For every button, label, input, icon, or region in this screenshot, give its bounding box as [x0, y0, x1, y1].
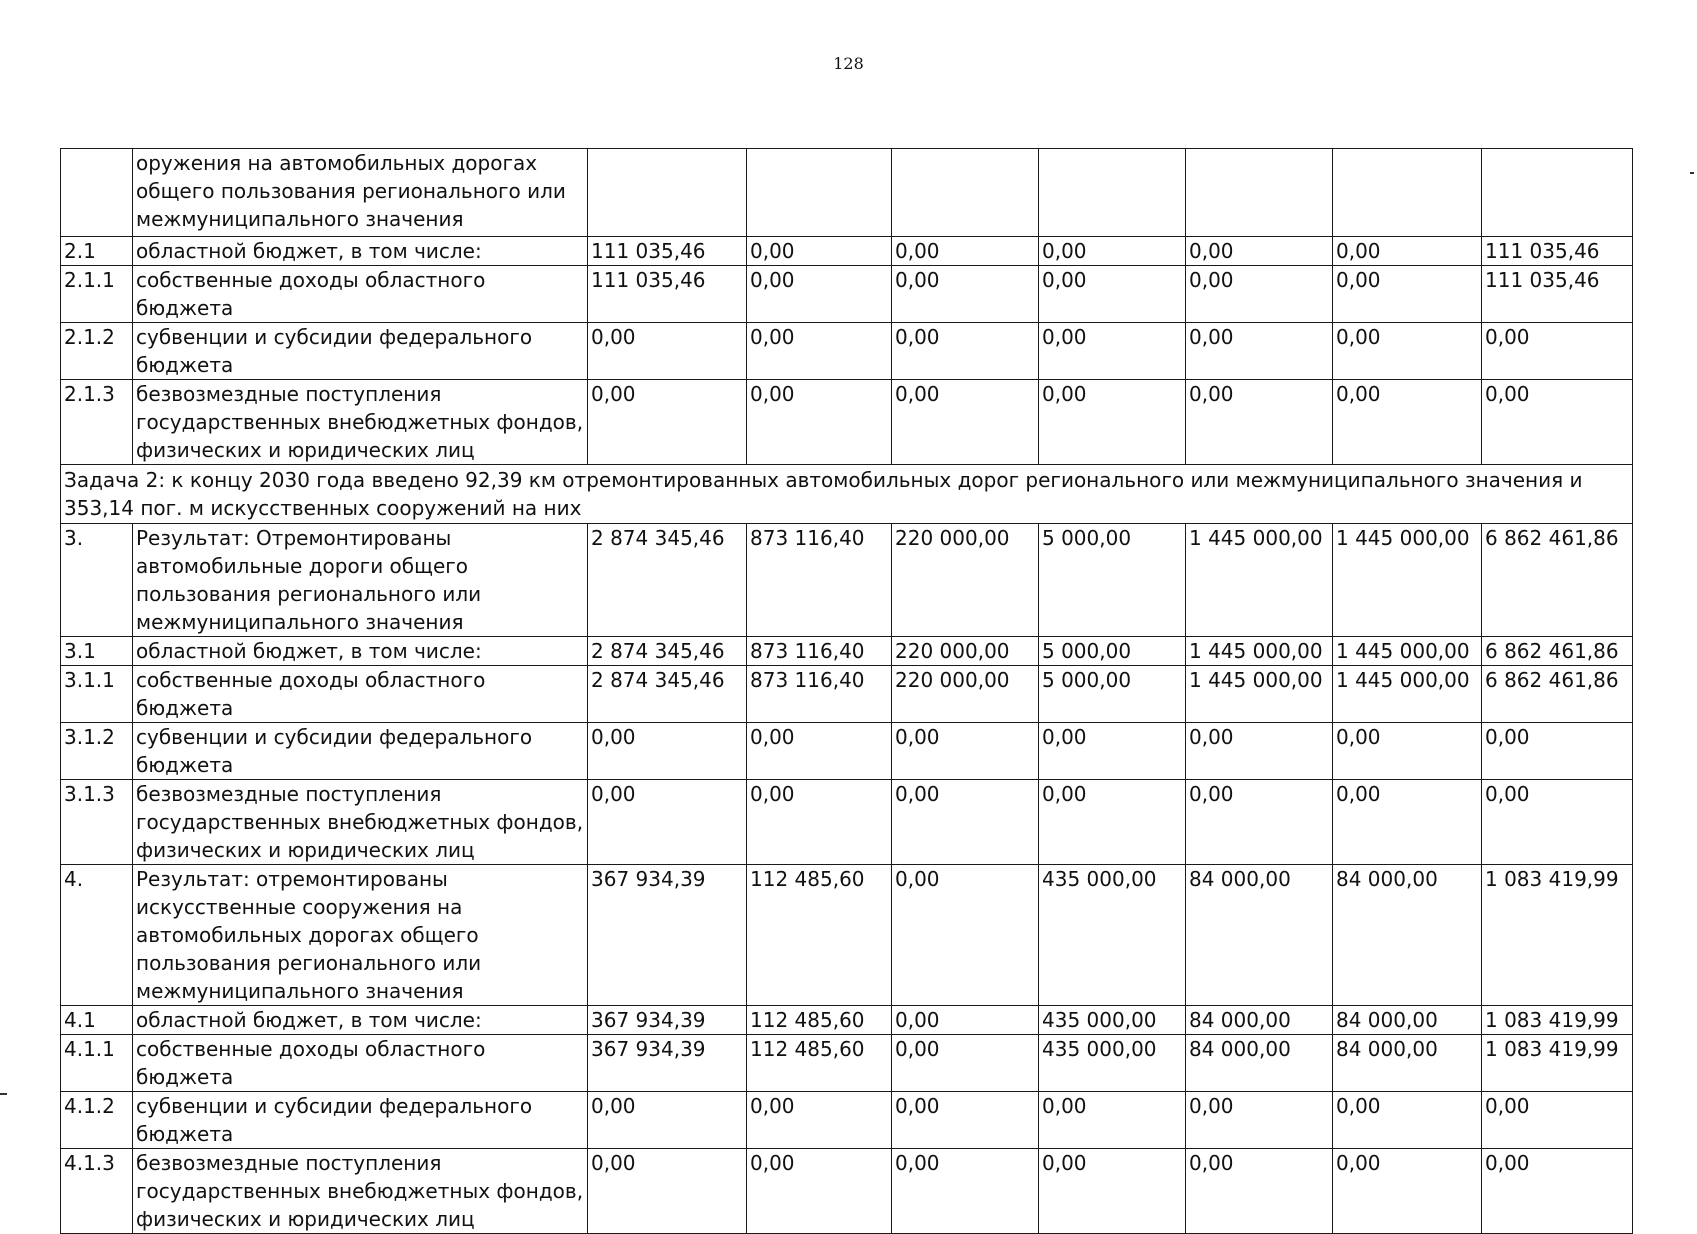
- amount-cell: [1186, 149, 1333, 237]
- amount-cell: 0,00: [1482, 723, 1633, 780]
- amount-cell: 873 116,40: [747, 637, 892, 666]
- amount-cell: 0,00: [1039, 1092, 1186, 1149]
- amount-cell: 0,00: [1333, 1092, 1482, 1149]
- row-name: Результат: Отремонтированы автомобильные дороги общего пользования регионального или межмуниципального значения: [133, 524, 588, 637]
- table-row: [61, 723, 1633, 780]
- row-code: 3.1.2: [61, 723, 133, 780]
- amount-cell: 2 874 345,46: [588, 666, 747, 723]
- table-row: [61, 266, 1633, 323]
- task-description: Задача 2: к концу 2030 года введено 92,39 км отремонтированных автомобильных дорог регионального или межмуниципального значения и 353,14 пог. м искусственных сооружений на них: [61, 465, 1633, 524]
- margin-mark-left: [0, 1093, 7, 1095]
- amount-cell: 0,00: [1039, 780, 1186, 865]
- amount-cell: 873 116,40: [747, 524, 892, 637]
- amount-cell: 0,00: [892, 1092, 1039, 1149]
- amount-cell: 0,00: [1039, 1149, 1186, 1234]
- row-name: безвозмездные поступления государственных внебюджетных фондов, физических и юридических лиц: [133, 1149, 588, 1234]
- amount-cell: 2 874 345,46: [588, 524, 747, 637]
- row-code: [61, 149, 133, 237]
- amount-cell: 0,00: [747, 237, 892, 266]
- amount-cell: 0,00: [892, 865, 1039, 1006]
- table-row: [61, 1035, 1633, 1092]
- amount-cell: 220 000,00: [892, 524, 1039, 637]
- amount-cell: 367 934,39: [588, 1006, 747, 1035]
- amount-cell: 0,00: [588, 780, 747, 865]
- margin-mark-right: [1690, 172, 1694, 174]
- amount-cell: 0,00: [588, 723, 747, 780]
- row-code: 3.1.3: [61, 780, 133, 865]
- amount-cell: [892, 149, 1039, 237]
- amount-cell: 873 116,40: [747, 666, 892, 723]
- amount-cell: [588, 149, 747, 237]
- row-code: 2.1: [61, 237, 133, 266]
- row-code: 4.: [61, 865, 133, 1006]
- amount-cell: 1 083 419,99: [1482, 865, 1633, 1006]
- amount-cell: 1 445 000,00: [1333, 524, 1482, 637]
- amount-cell: 0,00: [588, 1149, 747, 1234]
- amount-cell: 0,00: [1482, 323, 1633, 380]
- page-number: 128: [833, 54, 864, 73]
- row-name: областной бюджет, в том числе:: [133, 237, 588, 266]
- row-name: субвенции и субсидии федерального бюджета: [133, 723, 588, 780]
- amount-cell: 0,00: [1186, 1149, 1333, 1234]
- amount-cell: 1 445 000,00: [1186, 524, 1333, 637]
- table-row: [61, 524, 1633, 637]
- amount-cell: 0,00: [1482, 1149, 1633, 1234]
- amount-cell: 435 000,00: [1039, 1035, 1186, 1092]
- amount-cell: 0,00: [1333, 266, 1482, 323]
- amount-cell: 0,00: [1333, 1149, 1482, 1234]
- amount-cell: 0,00: [892, 323, 1039, 380]
- row-name: собственные доходы областного бюджета: [133, 666, 588, 723]
- amount-cell: 0,00: [747, 380, 892, 465]
- amount-cell: 0,00: [1333, 723, 1482, 780]
- amount-cell: 6 862 461,86: [1482, 637, 1633, 666]
- amount-cell: 220 000,00: [892, 666, 1039, 723]
- amount-cell: 1 083 419,99: [1482, 1035, 1633, 1092]
- amount-cell: 0,00: [747, 323, 892, 380]
- table-row: [61, 637, 1633, 666]
- row-name: областной бюджет, в том числе:: [133, 1006, 588, 1035]
- row-code: 4.1.1: [61, 1035, 133, 1092]
- amount-cell: 6 862 461,86: [1482, 524, 1633, 637]
- amount-cell: 84 000,00: [1333, 865, 1482, 1006]
- table-row: [61, 1149, 1633, 1234]
- amount-cell: 0,00: [1333, 780, 1482, 865]
- table-row: [61, 865, 1633, 1006]
- amount-cell: 0,00: [892, 723, 1039, 780]
- amount-cell: 0,00: [892, 780, 1039, 865]
- amount-cell: 0,00: [1039, 266, 1186, 323]
- amount-cell: 84 000,00: [1333, 1006, 1482, 1035]
- row-name: субвенции и субсидии федерального бюджета: [133, 323, 588, 380]
- amount-cell: 0,00: [1482, 380, 1633, 465]
- amount-cell: 0,00: [892, 1006, 1039, 1035]
- amount-cell: 0,00: [588, 323, 747, 380]
- row-name: собственные доходы областного бюджета: [133, 266, 588, 323]
- amount-cell: 0,00: [1186, 1092, 1333, 1149]
- amount-cell: 0,00: [1186, 323, 1333, 380]
- row-code: 3.: [61, 524, 133, 637]
- amount-cell: 0,00: [747, 1092, 892, 1149]
- amount-cell: 0,00: [892, 1149, 1039, 1234]
- table-row: [61, 666, 1633, 723]
- task-row: [61, 465, 1633, 524]
- amount-cell: 0,00: [588, 1092, 747, 1149]
- amount-cell: 112 485,60: [747, 1035, 892, 1092]
- amount-cell: 367 934,39: [588, 865, 747, 1006]
- table-row: [61, 780, 1633, 865]
- amount-cell: 0,00: [1333, 323, 1482, 380]
- row-name: безвозмездные поступления государственных внебюджетных фондов, физических и юридических лиц: [133, 380, 588, 465]
- amount-cell: 0,00: [1333, 380, 1482, 465]
- table-row: [61, 237, 1633, 266]
- row-code: 4.1.3: [61, 1149, 133, 1234]
- amount-cell: 1 445 000,00: [1186, 637, 1333, 666]
- amount-cell: 84 000,00: [1333, 1035, 1482, 1092]
- amount-cell: 0,00: [1039, 380, 1186, 465]
- amount-cell: 435 000,00: [1039, 865, 1186, 1006]
- amount-cell: 111 035,46: [588, 266, 747, 323]
- amount-cell: 112 485,60: [747, 1006, 892, 1035]
- amount-cell: 111 035,46: [1482, 237, 1633, 266]
- amount-cell: 0,00: [1186, 266, 1333, 323]
- amount-cell: 0,00: [1186, 237, 1333, 266]
- amount-cell: 1 445 000,00: [1333, 666, 1482, 723]
- amount-cell: 0,00: [1186, 380, 1333, 465]
- amount-cell: 0,00: [1039, 723, 1186, 780]
- amount-cell: 0,00: [1482, 780, 1633, 865]
- amount-cell: 2 874 345,46: [588, 637, 747, 666]
- amount-cell: 5 000,00: [1039, 637, 1186, 666]
- amount-cell: 0,00: [892, 1035, 1039, 1092]
- amount-cell: 84 000,00: [1186, 1035, 1333, 1092]
- amount-cell: 0,00: [892, 266, 1039, 323]
- amount-cell: 111 035,46: [1482, 266, 1633, 323]
- row-name: собственные доходы областного бюджета: [133, 1035, 588, 1092]
- row-name: областной бюджет, в том числе:: [133, 637, 588, 666]
- amount-cell: [1333, 149, 1482, 237]
- amount-cell: 0,00: [1039, 237, 1186, 266]
- row-code: 2.1.2: [61, 323, 133, 380]
- amount-cell: 0,00: [747, 266, 892, 323]
- row-name: Результат: отремонтированы искусственные сооружения на автомобильных дорогах общего пользования регионального или межмуниципального значения: [133, 865, 588, 1006]
- row-name: субвенции и субсидии федерального бюджета: [133, 1092, 588, 1149]
- table-row: [61, 1006, 1633, 1035]
- amount-cell: 220 000,00: [892, 637, 1039, 666]
- row-name: оружения на автомобильных дорогах общего пользования регионального или межмуниципального значения: [133, 149, 588, 237]
- amount-cell: 0,00: [747, 1149, 892, 1234]
- amount-cell: 111 035,46: [588, 237, 747, 266]
- amount-cell: 112 485,60: [747, 865, 892, 1006]
- amount-cell: 1 445 000,00: [1333, 637, 1482, 666]
- amount-cell: 1 445 000,00: [1186, 666, 1333, 723]
- amount-cell: [747, 149, 892, 237]
- row-code: 2.1.3: [61, 380, 133, 465]
- amount-cell: 0,00: [1186, 723, 1333, 780]
- row-name: безвозмездные поступления государственных внебюджетных фондов, физических и юридических лиц: [133, 780, 588, 865]
- amount-cell: 0,00: [1482, 1092, 1633, 1149]
- amount-cell: 0,00: [588, 380, 747, 465]
- amount-cell: 0,00: [747, 723, 892, 780]
- amount-cell: [1039, 149, 1186, 237]
- amount-cell: 0,00: [892, 237, 1039, 266]
- row-code: 4.1: [61, 1006, 133, 1035]
- amount-cell: 0,00: [1039, 323, 1186, 380]
- table-row: [61, 380, 1633, 465]
- amount-cell: 5 000,00: [1039, 666, 1186, 723]
- budget-table: [60, 148, 1633, 1234]
- amount-cell: 5 000,00: [1039, 524, 1186, 637]
- table-row: [61, 149, 1633, 237]
- amount-cell: [1482, 149, 1633, 237]
- amount-cell: 367 934,39: [588, 1035, 747, 1092]
- amount-cell: 0,00: [1186, 780, 1333, 865]
- row-code: 3.1.1: [61, 666, 133, 723]
- table-row: [61, 323, 1633, 380]
- amount-cell: 435 000,00: [1039, 1006, 1186, 1035]
- amount-cell: 0,00: [747, 780, 892, 865]
- row-code: 4.1.2: [61, 1092, 133, 1149]
- amount-cell: 84 000,00: [1186, 1006, 1333, 1035]
- table-row: [61, 1092, 1633, 1149]
- amount-cell: 6 862 461,86: [1482, 666, 1633, 723]
- amount-cell: 0,00: [1333, 237, 1482, 266]
- amount-cell: 84 000,00: [1186, 865, 1333, 1006]
- row-code: 3.1: [61, 637, 133, 666]
- row-code: 2.1.1: [61, 266, 133, 323]
- amount-cell: 0,00: [892, 380, 1039, 465]
- amount-cell: 1 083 419,99: [1482, 1006, 1633, 1035]
